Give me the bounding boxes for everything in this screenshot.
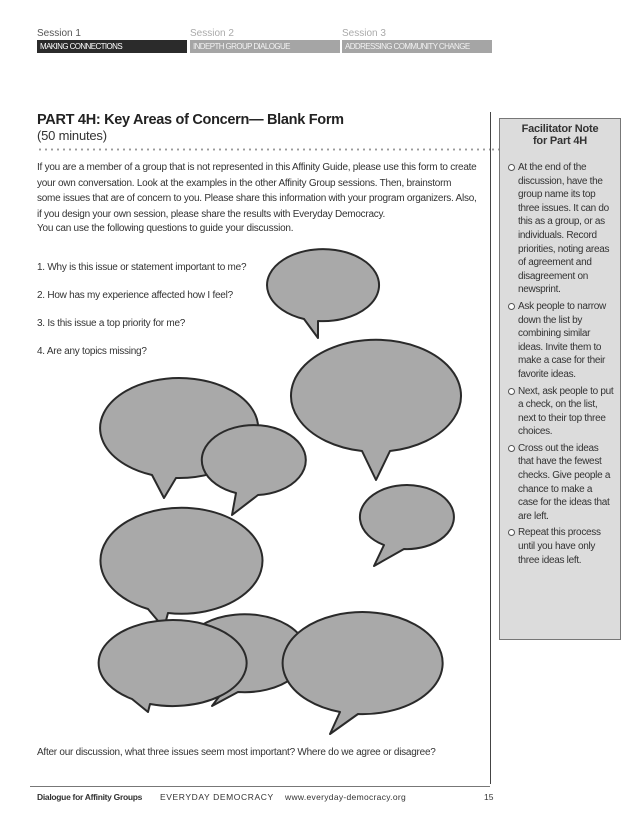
closing-question: After our discussion, what three issues seem most important? Where do we agree or disagree? xyxy=(37,747,436,758)
note-text: Ask people to narrow down the list by combining similar ideas. Invite them to make a case for their favorite ideas. xyxy=(518,300,606,380)
footer-url[interactable]: www.everyday-democracy.org xyxy=(285,792,407,802)
session-number: Session 3 xyxy=(342,28,386,39)
note-text: Repeat this process until you have only three ideas left. xyxy=(518,527,601,566)
note-text: At the end of the discussion, have the group name its top three issues. It can do this as a group, or as individuals. Record priorities, noting areas of agreement and disagreement on newsprint. xyxy=(518,162,610,296)
footer-guide-title: Dialogue for Affinity Groups xyxy=(37,792,143,802)
facilitator-note-heading xyxy=(500,123,620,147)
note-item xyxy=(508,526,614,567)
speech-bubble xyxy=(267,249,379,338)
circle-bullet-icon xyxy=(508,445,515,452)
intro-paragraph: If you are a member of a group that is not represented in this Affinity Guide, please use this form to create your own conversation. Look at the examples in the other Affinity Group sessions. Then, brainstorm some issues that are of concern to you. Please share this information with your program organizers. Also, if you design your own session, please share the results with Everyday Democracy. xyxy=(37,162,477,220)
question-item: 2. How has my experience affected how I feel? xyxy=(37,290,233,301)
facilitator-note-list xyxy=(500,161,620,567)
note-item xyxy=(508,385,614,439)
question-item: 1. Why is this issue or statement important to me? xyxy=(37,262,247,273)
speech-bubble xyxy=(202,425,306,515)
session-title: ADDRESSING COMMUNITY CHANGE xyxy=(342,40,492,53)
page-number: 15 xyxy=(484,792,494,802)
speech-bubble xyxy=(360,485,454,566)
page-title: PART 4H: Key Areas of Concern— Blank Form xyxy=(37,112,344,128)
note-item xyxy=(508,300,614,382)
session-title: INDEPTH GROUP DIALOGUE xyxy=(190,40,340,53)
session-title: MAKING CONNECTIONS xyxy=(37,40,187,53)
circle-bullet-icon xyxy=(508,529,515,536)
note-item xyxy=(508,161,614,297)
intro-instruction: You can use the following questions to guide your discussion. xyxy=(37,223,294,234)
facilitator-note-heading-line2: for Part 4H xyxy=(532,135,588,147)
speech-bubble xyxy=(283,612,443,734)
circle-bullet-icon xyxy=(508,164,515,171)
speech-bubble xyxy=(291,340,461,480)
vertical-rule xyxy=(490,112,491,784)
footer-divider xyxy=(30,786,490,787)
circle-bullet-icon xyxy=(508,388,515,395)
question-item: 3. Is this issue a top priority for me? xyxy=(37,318,186,329)
note-text: Next, ask people to put a check, on the list, next to their top three choices. xyxy=(518,385,614,438)
session-number: Session 2 xyxy=(190,28,234,39)
question-item: 4. Are any topics missing? xyxy=(37,346,147,357)
duration-label: (50 minutes) xyxy=(37,128,107,143)
note-text: Cross out the ideas that have the fewest checks. Give people a chance to make a case for the ideas that are left. xyxy=(518,442,611,522)
session-number: Session 1 xyxy=(37,28,81,39)
facilitator-note xyxy=(499,118,621,640)
footer-org-name: EVERYDAY DEMOCRACY xyxy=(160,792,274,802)
facilitator-note-heading-line1: Facilitator Note xyxy=(521,123,599,135)
speech-bubble xyxy=(100,508,262,628)
note-item xyxy=(508,442,614,524)
circle-bullet-icon xyxy=(508,303,515,310)
